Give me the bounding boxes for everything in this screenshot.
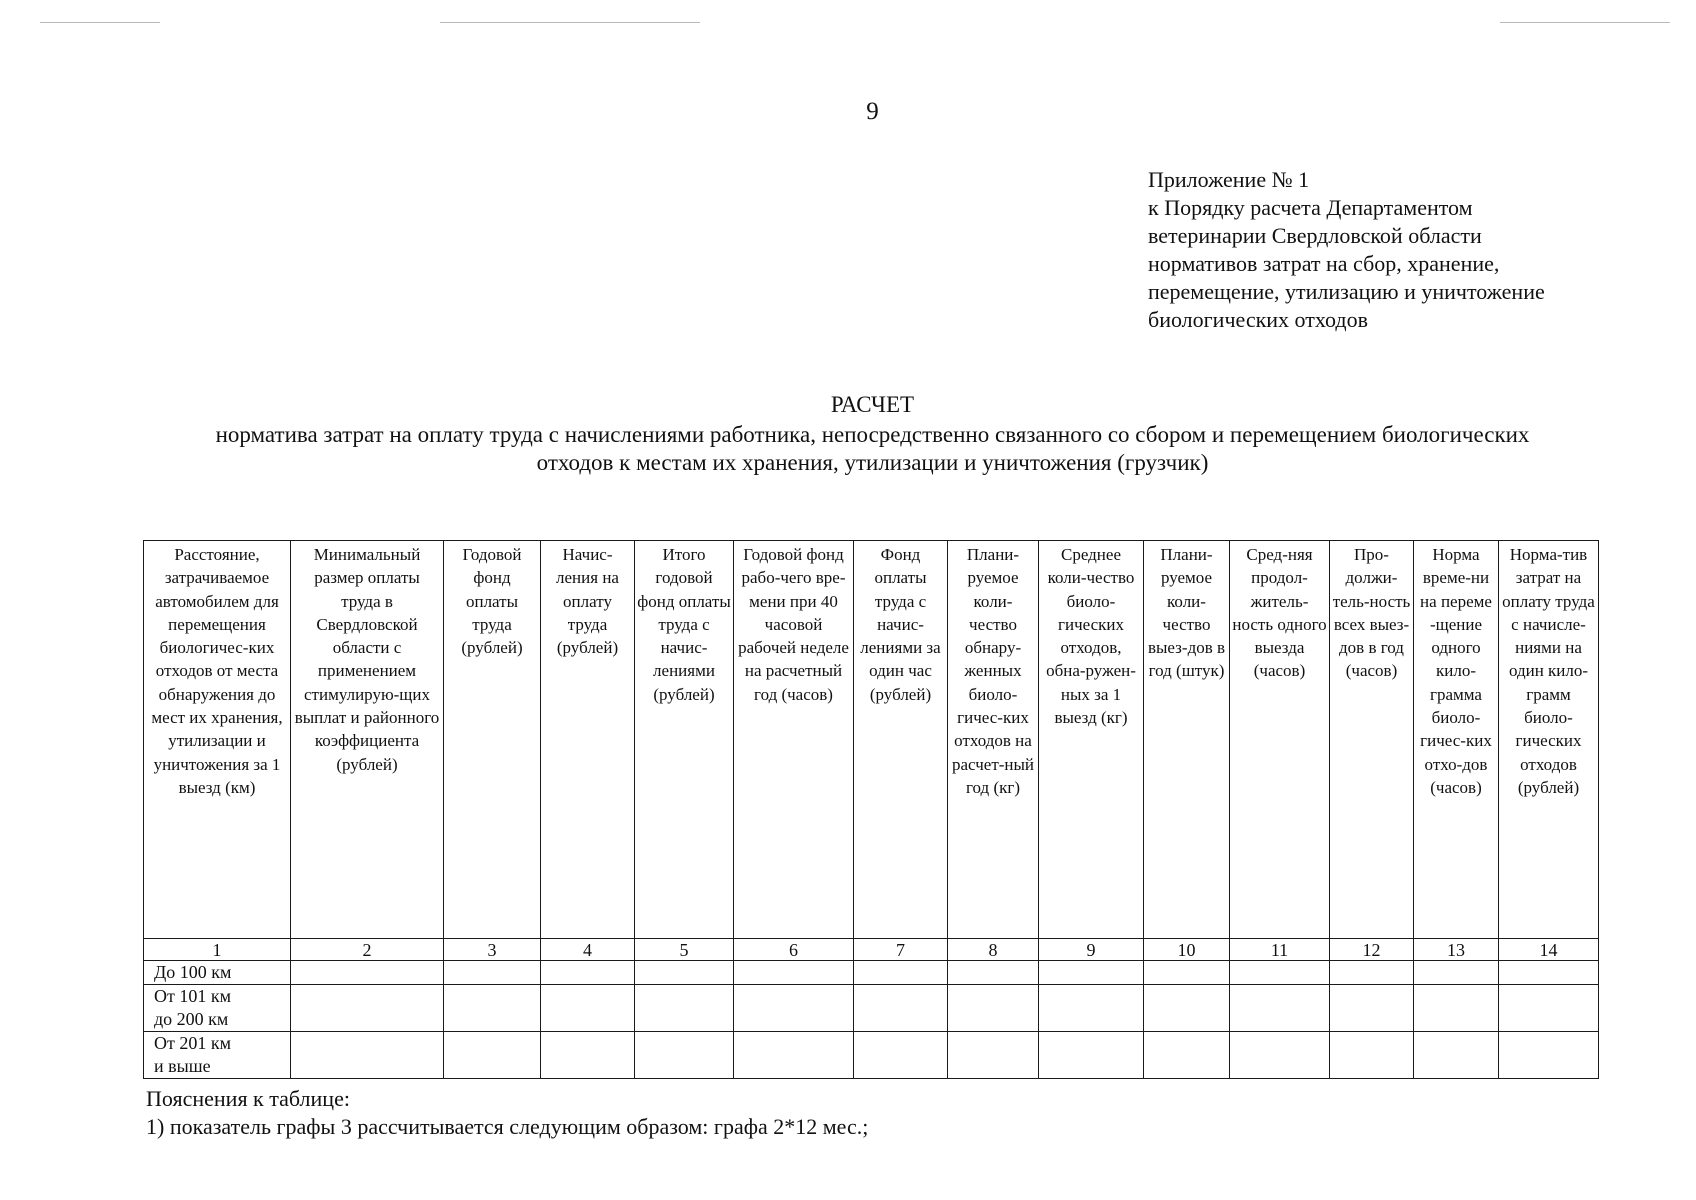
scan-artifact-line: [1500, 22, 1670, 23]
appendix-block: [1148, 166, 1545, 334]
calculation-table: [143, 540, 1599, 1079]
table-row: [144, 961, 1599, 985]
table-cell: [1414, 961, 1499, 985]
column-header: Минимальный размер оплаты труда в Свердловской области с применением стимулирую-щих выплат и районного коэффициента (рублей): [291, 541, 444, 939]
column-number: 12: [1330, 939, 1414, 961]
table-cell: [1414, 1032, 1499, 1079]
appendix-line: ветеринарии Свердловской области: [1148, 223, 1482, 248]
table-cell: [541, 1032, 635, 1079]
document-subtitle-line: норматива затрат на оплату труда с начислениями работника, непосредственно связанного со сбором и перемещением биологических: [215, 422, 1530, 447]
table-cell: [1330, 985, 1414, 1032]
table-row: [144, 1032, 1599, 1079]
table-cell: [635, 1032, 734, 1079]
column-number-row: [144, 939, 1599, 961]
table-cell: [948, 1032, 1039, 1079]
column-header: Норма време-ни на переме -щение одного кило-грамма биоло-гичес-ких отхо-дов (часов): [1414, 541, 1499, 939]
row-label-line: От 201 км: [154, 1033, 232, 1053]
table-cell: [1330, 961, 1414, 985]
table-cell: [541, 961, 635, 985]
table-cell: [444, 1032, 541, 1079]
column-header: Годовой фонд рабо-чего вре-мени при 40 часовой рабочей неделе на расчетный год (часов): [734, 541, 854, 939]
table-cell: [1144, 985, 1230, 1032]
column-number: 10: [1144, 939, 1230, 961]
row-label: [144, 1032, 291, 1079]
table-cell: [444, 985, 541, 1032]
column-number: 14: [1499, 939, 1599, 961]
column-number: 7: [854, 939, 948, 961]
table-cell: [734, 985, 854, 1032]
table-cell: [734, 961, 854, 985]
column-header: Плани-руемое коли-чество обнару-женных биоло-гичес-ких отходов на расчет-ный год (кг): [948, 541, 1039, 939]
row-label-line: до 200 км: [154, 1009, 229, 1029]
table-cell: [1039, 961, 1144, 985]
table-header-row: [144, 541, 1599, 939]
column-header: Фонд оплаты труда с начис-лениями за один час (рублей): [854, 541, 948, 939]
column-number: 6: [734, 939, 854, 961]
table-cell: [1230, 1032, 1330, 1079]
table-notes-title: Пояснения к таблице:: [146, 1086, 350, 1111]
table-cell: [635, 985, 734, 1032]
row-label: [144, 961, 291, 985]
table-row: [144, 985, 1599, 1032]
appendix-line: нормативов затрат на сбор, хранение,: [1148, 251, 1500, 276]
column-number: 3: [444, 939, 541, 961]
page-number: 9: [866, 98, 879, 125]
scan-artifact-line: [440, 22, 700, 23]
table-cell: [291, 961, 444, 985]
table-cell: [948, 961, 1039, 985]
table-cell: [1499, 1032, 1599, 1079]
appendix-line: Приложение № 1: [1148, 167, 1310, 192]
table-cell: [1144, 1032, 1230, 1079]
table-cell: [854, 1032, 948, 1079]
column-number: 1: [144, 939, 291, 961]
column-number: 13: [1414, 939, 1499, 961]
table-note-item: 1) показатель графы 3 рассчитывается следующим образом: графа 2*12 мес.;: [146, 1114, 869, 1139]
table-cell: [1230, 985, 1330, 1032]
table-cell: [854, 961, 948, 985]
row-label-line: От 101 км: [154, 986, 232, 1006]
table-cell: [444, 961, 541, 985]
column-number: 11: [1230, 939, 1330, 961]
column-number: 8: [948, 939, 1039, 961]
table-cell: [1499, 961, 1599, 985]
table-cell: [1414, 985, 1499, 1032]
column-header: Начис-ления на оплату труда (рублей): [541, 541, 635, 939]
document-title: РАСЧЕТ: [830, 392, 915, 417]
column-header: Годовой фонд оплаты труда (рублей): [444, 541, 541, 939]
appendix-line: биологических отходов: [1148, 307, 1368, 332]
scan-artifact-line: [40, 22, 160, 23]
column-header: Про-должи-тель-ность всех выез-дов в год (часов): [1330, 541, 1414, 939]
column-number: 9: [1039, 939, 1144, 961]
table-cell: [854, 985, 948, 1032]
table-cell: [1039, 1032, 1144, 1079]
table-cell: [1144, 961, 1230, 985]
column-number: 5: [635, 939, 734, 961]
column-header: Расстояние, затрачиваемое автомобилем для перемещения биологичес-ких отходов от места обнаружения до мест их хранения, утилизации и уничтожения за 1 выезд (км): [144, 541, 291, 939]
row-label-line: и выше: [154, 1056, 211, 1076]
table-cell: [1330, 1032, 1414, 1079]
column-number: 4: [541, 939, 635, 961]
table-cell: [1039, 985, 1144, 1032]
table-cell: [291, 985, 444, 1032]
column-header: Плани-руемое коли-чество выез-дов в год (штук): [1144, 541, 1230, 939]
row-label-line: До 100 км: [154, 962, 232, 982]
appendix-line: к Порядку расчета Департаментом: [1148, 195, 1473, 220]
table-cell: [1499, 985, 1599, 1032]
row-label: [144, 985, 291, 1032]
table-cell: [541, 985, 635, 1032]
table-cell: [948, 985, 1039, 1032]
column-header: Норма-тив затрат на оплату труда с начисле-ниями на один кило-грамм биоло-гических отходов (рублей): [1499, 541, 1599, 939]
column-header: Среднее коли-чество биоло-гических отходов, обна-ружен-ных за 1 выезд (кг): [1039, 541, 1144, 939]
column-number: 2: [291, 939, 444, 961]
table-cell: [635, 961, 734, 985]
table-cell: [734, 1032, 854, 1079]
table-cell: [291, 1032, 444, 1079]
table-cell: [1230, 961, 1330, 985]
column-header: Итого годовой фонд оплаты труда с начис-лениями (рублей): [635, 541, 734, 939]
document-subtitle-line: отходов к местам их хранения, утилизации и уничтожения (грузчик): [536, 450, 1209, 475]
column-header: Сред-няя продол-житель-ность одного выезда (часов): [1230, 541, 1330, 939]
appendix-line: перемещение, утилизацию и уничтожение: [1148, 279, 1545, 304]
